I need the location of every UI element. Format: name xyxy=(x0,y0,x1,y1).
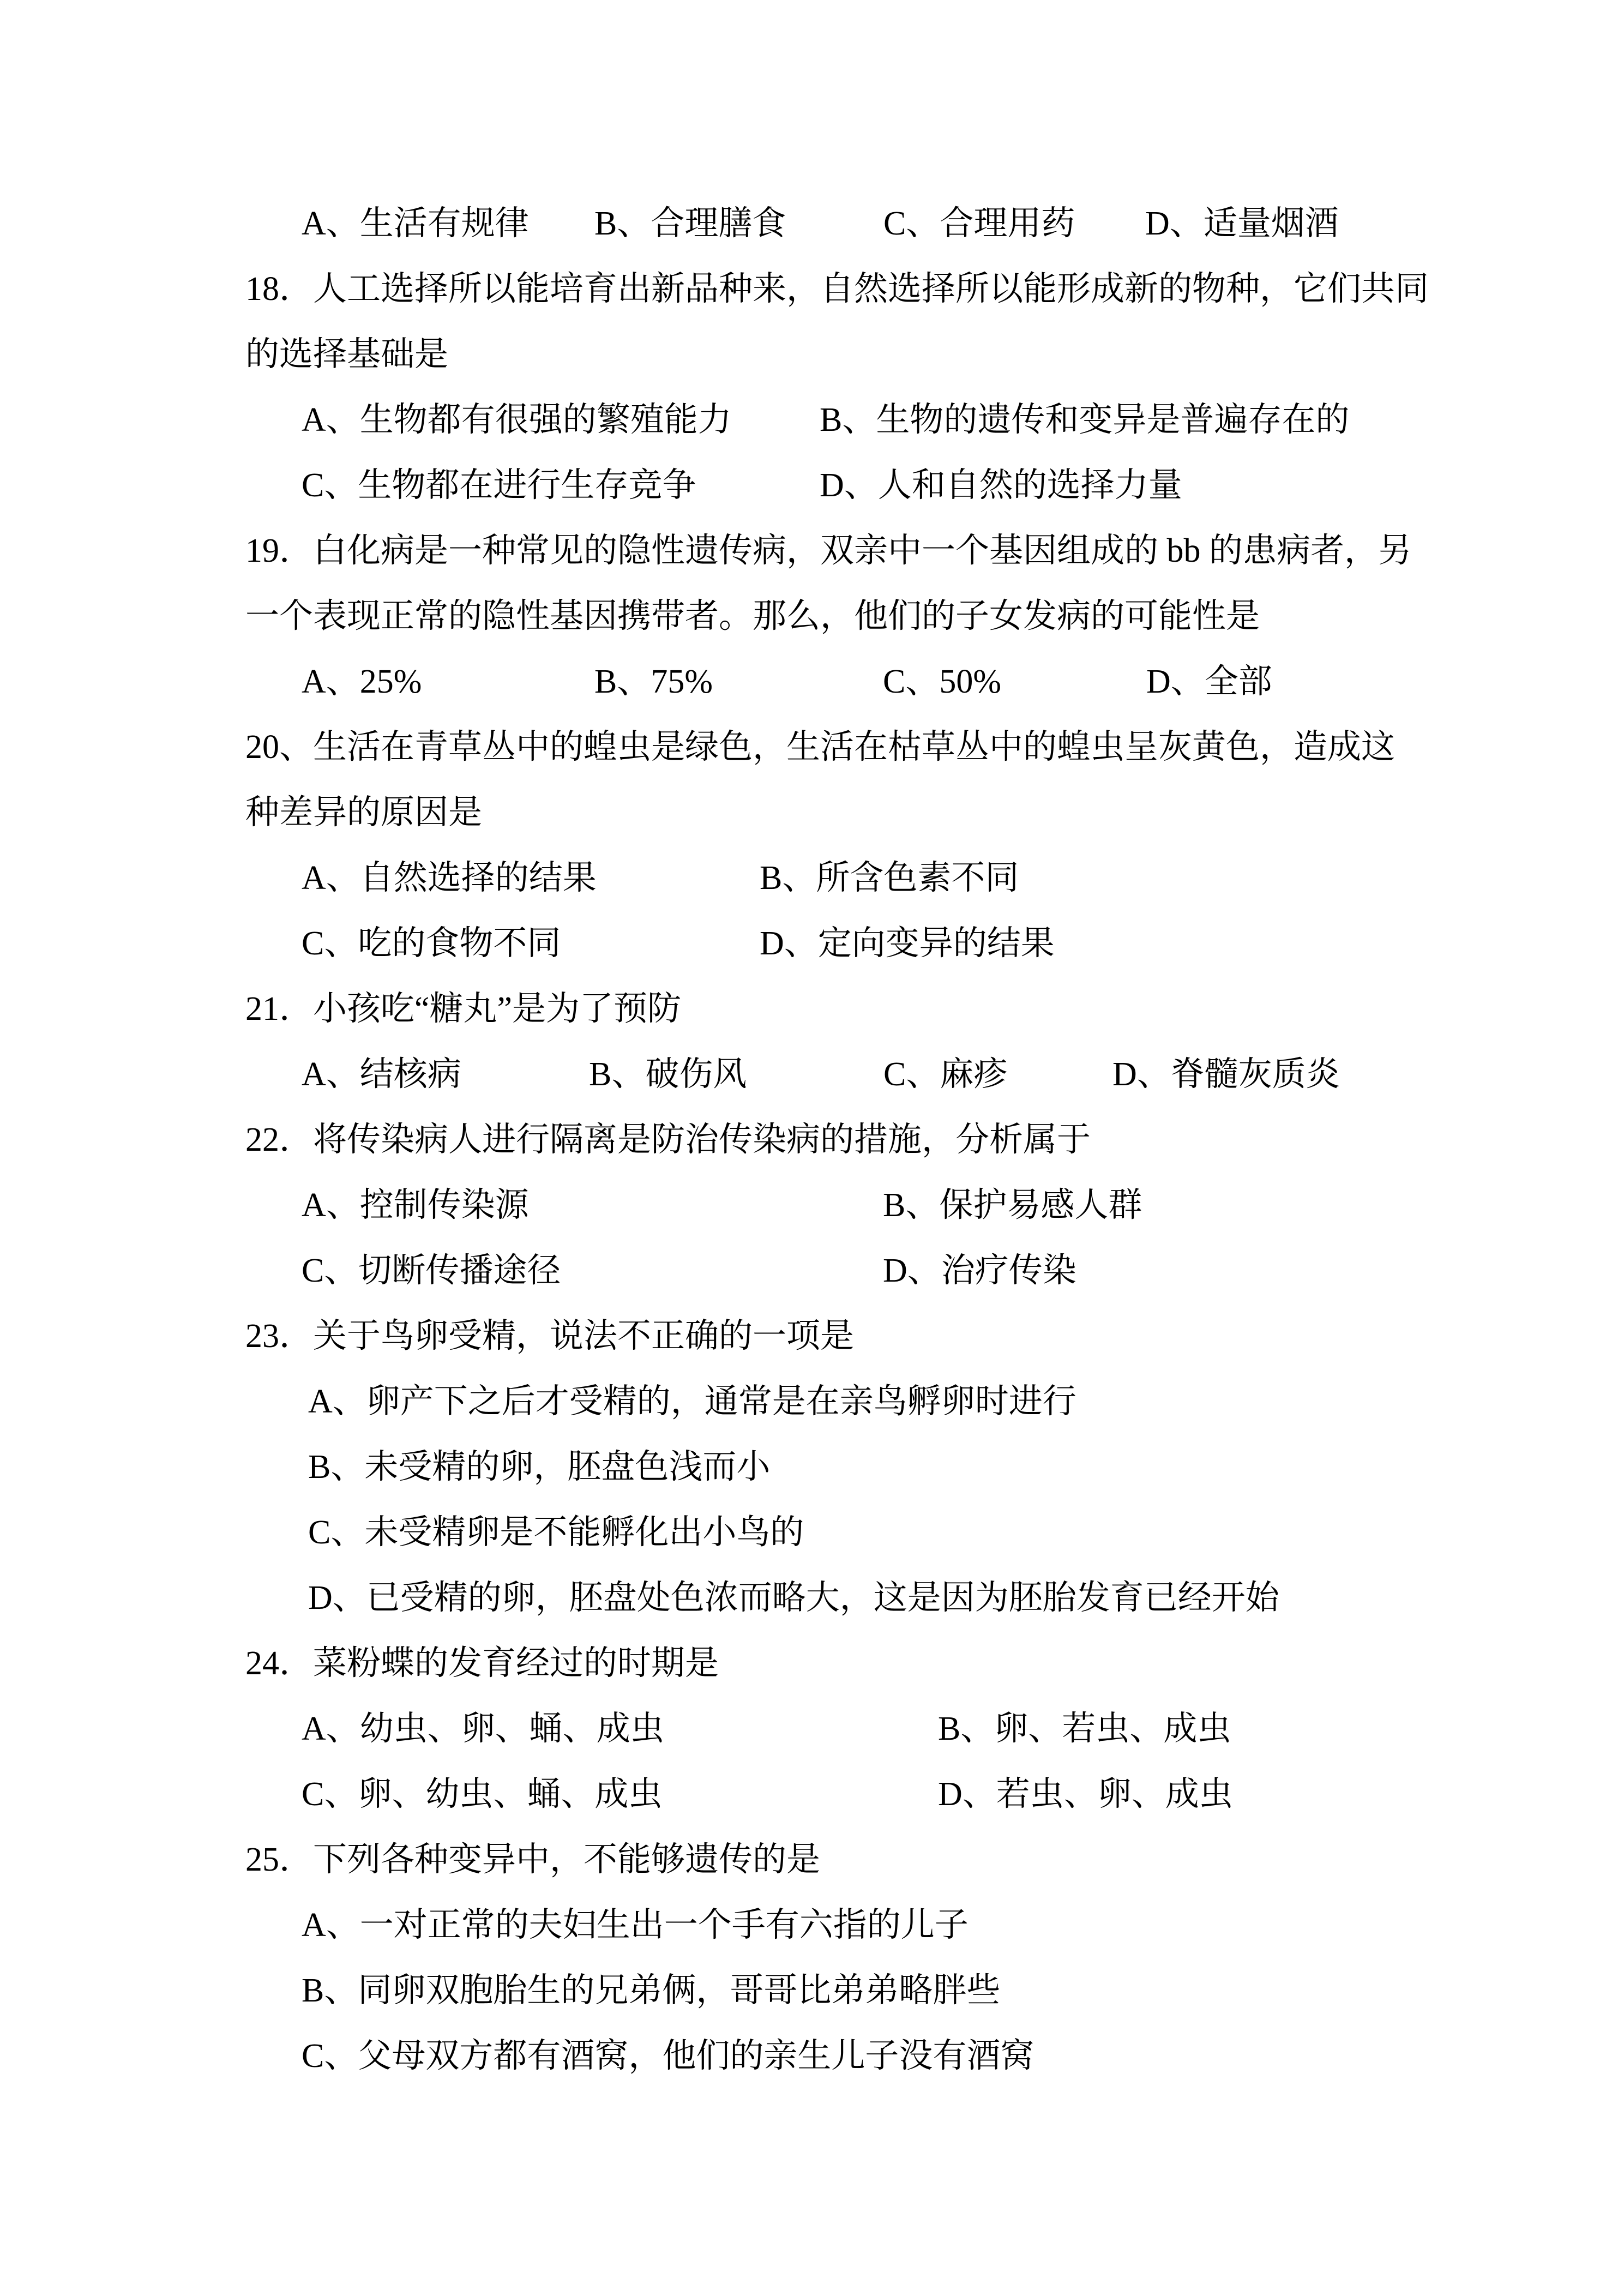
q22-options-cd-text-1: D、治疗传染 xyxy=(883,1252,1076,1289)
q22-options-ab xyxy=(0,1173,1624,1238)
q22-stem-text-0: 22．将传染病人进行隔离是防治传染病的措施，分析属于 xyxy=(245,1121,1091,1158)
q22-stem xyxy=(0,1107,1624,1173)
q18-stem xyxy=(0,256,1624,322)
q24-stem xyxy=(0,1631,1624,1696)
q19-stem-text-0: 19．白化病是一种常见的隐性遗传病，双亲中一个基因组成的 bb 的患病者，另 xyxy=(245,532,1412,569)
q24-options-cd xyxy=(0,1762,1624,1827)
q20-options-ab-text-1: B、所含色素不同 xyxy=(760,860,1019,897)
q25-stem xyxy=(0,1827,1624,1892)
q25-option-a-text-0: A、一对正常的夫妇生出一个手有六指的儿子 xyxy=(302,1907,969,1944)
q18-options-ab-text-1: B、生物的遗传和变异是普遍存在的 xyxy=(820,401,1350,438)
q19-options xyxy=(0,649,1624,714)
q23-option-a xyxy=(0,1369,1624,1434)
q19-options-text-2: C、50% xyxy=(883,663,1002,700)
q19-stem-cont-text-0: 一个表现正常的隐性基因携带者。那么，他们的子女发病的可能性是 xyxy=(245,598,1260,635)
q20-options-cd xyxy=(0,911,1624,976)
q23-option-b xyxy=(0,1434,1624,1500)
q20-stem-cont xyxy=(0,780,1624,845)
q25-stem-text-0: 25．下列各种变异中，不能够遗传的是 xyxy=(245,1841,821,1878)
q22-options-cd xyxy=(0,1238,1624,1303)
document-body xyxy=(0,191,1624,2089)
q17-options-row xyxy=(0,191,1624,256)
q19-options-text-3: D、全部 xyxy=(1146,663,1272,700)
q25-option-a xyxy=(0,1892,1624,1958)
q20-options-ab xyxy=(0,845,1624,911)
q23-option-c-text-0: C、未受精卵是不能孵化出小鸟的 xyxy=(308,1514,804,1551)
q21-options-text-3: D、脊髓灰质炎 xyxy=(1112,1056,1340,1093)
q23-stem xyxy=(0,1303,1624,1369)
q24-options-ab-text-1: B、卵、若虫、成虫 xyxy=(938,1710,1231,1747)
q24-options-ab-text-0: A、幼虫、卵、蛹、成虫 xyxy=(302,1710,664,1747)
q22-options-cd-text-0: C、切断传播途径 xyxy=(302,1252,561,1289)
q17-options-row-text-1: B、合理膳食 xyxy=(594,205,786,242)
q20-stem-cont-text-0: 种差异的原因是 xyxy=(245,794,483,831)
q18-options-ab-text-0: A、生物都有很强的繁殖能力 xyxy=(302,401,732,438)
q24-stem-text-0: 24．菜粉蝶的发育经过的时期是 xyxy=(245,1645,719,1682)
q17-options-row-text-3: D、适量烟酒 xyxy=(1145,205,1339,242)
q20-options-ab-text-0: A、自然选择的结果 xyxy=(302,860,597,897)
q20-options-cd-text-0: C、吃的食物不同 xyxy=(302,925,561,962)
q21-options-text-0: A、结核病 xyxy=(302,1056,461,1093)
q23-option-a-text-0: A、卵产下之后才受精的，通常是在亲鸟孵卵时进行 xyxy=(308,1383,1076,1420)
q24-options-ab xyxy=(0,1696,1624,1762)
q19-stem xyxy=(0,518,1624,584)
q17-options-row-text-2: C、合理用药 xyxy=(883,205,1075,242)
q25-option-b xyxy=(0,1958,1624,2023)
q22-options-ab-text-0: A、控制传染源 xyxy=(302,1187,529,1224)
q21-options-text-1: B、破伤风 xyxy=(589,1056,747,1093)
q20-stem xyxy=(0,714,1624,780)
q25-option-c-text-0: C、父母双方都有酒窝，他们的亲生儿子没有酒窝 xyxy=(302,2037,1034,2075)
q18-options-ab xyxy=(0,387,1624,453)
q18-options-cd-text-0: C、生物都在进行生存竞争 xyxy=(302,467,696,504)
q18-stem-text-0: 18．人工选择所以能培育出新品种来，自然选择所以能形成新的物种，它们共同 xyxy=(245,271,1429,308)
q24-options-cd-text-1: D、若虫、卵、成虫 xyxy=(938,1776,1233,1813)
q20-stem-text-0: 20、生活在青草丛中的蝗虫是绿色，生活在枯草丛中的蝗虫呈灰黄色，造成这 xyxy=(245,729,1396,766)
q19-stem-cont xyxy=(0,584,1624,649)
q24-options-cd-text-0: C、卵、幼虫、蛹、成虫 xyxy=(302,1776,663,1813)
q18-stem-cont-text-0: 的选择基础是 xyxy=(245,336,449,373)
q17-options-row-text-0: A、生活有规律 xyxy=(302,205,529,242)
q25-option-c xyxy=(0,2023,1624,2089)
q21-stem xyxy=(0,976,1624,1042)
q21-stem-text-0: 21．小孩吃“糖丸”是为了预防 xyxy=(245,990,682,1027)
q21-options xyxy=(0,1042,1624,1107)
q18-options-cd xyxy=(0,453,1624,518)
q18-options-cd-text-1: D、人和自然的选择力量 xyxy=(820,467,1182,504)
q20-options-cd-text-1: D、定向变异的结果 xyxy=(760,925,1055,962)
q23-option-c xyxy=(0,1500,1624,1565)
q21-options-text-2: C、麻疹 xyxy=(883,1056,1008,1093)
q23-option-b-text-0: B、未受精的卵，胚盘色浅而小 xyxy=(308,1448,771,1486)
q19-options-text-0: A、25% xyxy=(302,663,422,700)
q23-option-d xyxy=(0,1565,1624,1631)
q23-stem-text-0: 23．关于鸟卵受精，说法不正确的一项是 xyxy=(245,1318,855,1355)
q18-stem-cont xyxy=(0,322,1624,387)
q22-options-ab-text-1: B、保护易感人群 xyxy=(883,1187,1142,1224)
q25-option-b-text-0: B、同卵双胞胎生的兄弟俩，哥哥比弟弟略胖些 xyxy=(302,1972,1001,2009)
q23-option-d-text-0: D、已受精的卵，胚盘处色浓而略大，这是因为胚胎发育已经开始 xyxy=(308,1579,1279,1616)
q19-options-text-1: B、75% xyxy=(594,663,713,700)
